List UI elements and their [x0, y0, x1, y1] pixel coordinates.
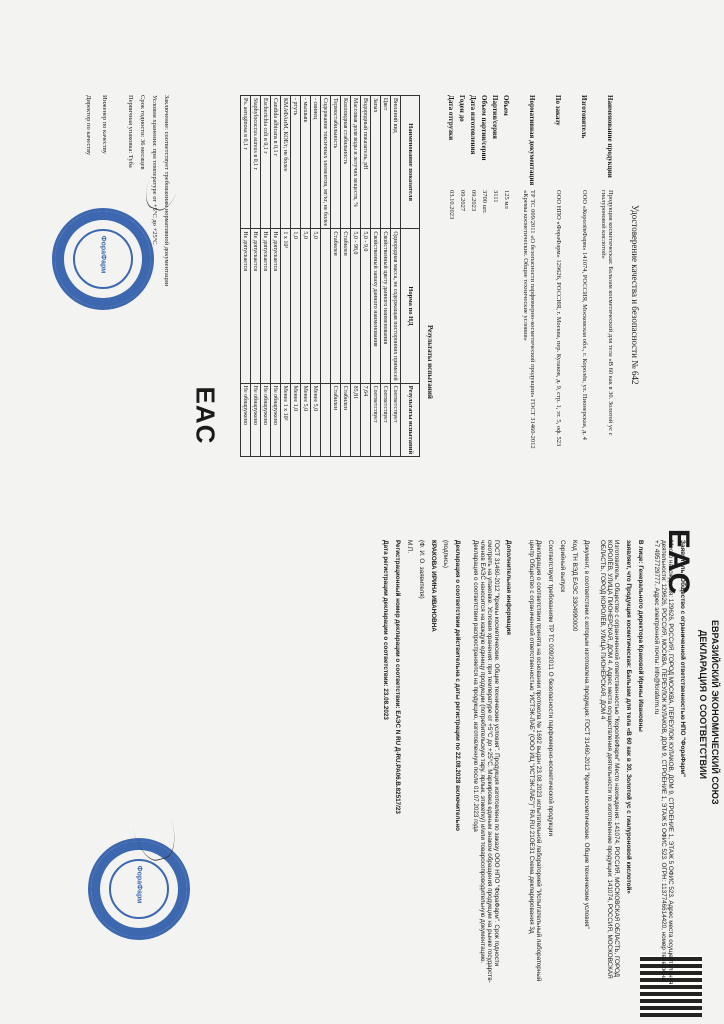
table-cell: Запах	[371, 96, 381, 229]
table-cell: Не обнаружено	[241, 383, 251, 457]
table-cell: Термостабильность	[331, 96, 341, 229]
declaration-batch: Серийный выпуск	[559, 540, 566, 593]
table-cell: Однородная масса, не содержащая посторонних примесей	[391, 229, 401, 383]
declaration-statement: заявляет, что Продукция косметическая: Бальзам для тела «В 60 как в 30. Золотой ус с гиалуроновой кислотой»	[625, 540, 632, 894]
declaration-basis: Декларация о соответствии принята на основании протокола № 1692 выдан 23.08.2023 испытательной лабораторией "Испытательный лабораторный центр Общество с ограниченной ответственностью "ИСТЭК-ЛАБ" (ООО ИЦ "ИСТЭК-ЛАБ")" RA.RU.21ОЕ31 Схема декларирования 3д	[528, 540, 542, 982]
field-value: 09.2023	[470, 190, 477, 212]
table-cell: - ртуть	[291, 96, 301, 229]
certificate-title: Удостоверение качества и безопасности № 642	[630, 205, 640, 385]
table-cell: Цвет	[381, 96, 391, 229]
declaration-manufacturer: Изготовитель: Общество с ограниченной ответственностью "КоролёвФарм" Место нахождения: 141074, РОССИЯ, МОСКОВСКАЯ ОБЛАСТЬ, ГОРОД КОРОЛЁВ, УЛИЦА ПИОНЕРСКАЯ, ДОМ 4. Адрес места осуществления деятельности по изготовлению продукции: 141074, РОССИЯ, МОСКОВСКАЯ ОБЛАСТЬ, ГОРОД КОРОЛЁВ, УЛИЦА ПИОНЕРСКАЯ, ДОМ 4	[599, 540, 620, 979]
field-label: Партия/серия	[491, 95, 499, 139]
table-row	[251, 96, 261, 457]
table-cell: КМАФАнМ, КОЕ/г, не более	[281, 96, 291, 229]
field-label: Нормативная документация	[528, 95, 536, 186]
declaration-code: Код ТН ВЭД ЕАЭС 3304990000	[571, 540, 578, 632]
table-cell: Коллоидная стабильность	[341, 96, 351, 229]
declaration-document: Документ, в соответствии с которым изготовлена продукция: ГОСТ 31460-2012 "Кремы косметические. Общие технические условия"	[583, 540, 590, 929]
results-table	[240, 95, 420, 457]
table-cell: 5,0 - 98,0	[351, 229, 361, 383]
table-cell: Не допускается	[241, 229, 251, 383]
field-value: Продукция косметическая: Бальзам косметический для тела «В 60 как в 30. Золотой ус с гиалуроновой кислотой»	[600, 190, 614, 436]
table-row	[311, 96, 321, 457]
table-cell: Массовая доля воды и летучих веществ, %	[351, 96, 361, 229]
table-cell: Менее 1,0	[291, 383, 301, 457]
eac-mark-large: EAC	[662, 528, 696, 596]
table-row	[241, 96, 251, 457]
director-label: Директор по качеству	[85, 95, 92, 156]
results-title: Результаты испытаний	[426, 325, 434, 399]
engineer-label: Инженер по качеству	[101, 95, 108, 154]
shelf-life: Срок годности: 36 месяцев	[139, 95, 146, 170]
table-row	[291, 96, 301, 457]
field-label: Наименование продукции	[606, 95, 614, 178]
declaration-fio-label: (Ф. И. О. заявителя)	[418, 540, 425, 599]
table-cell: 1,0	[291, 229, 301, 383]
conclusion: Заключение: соответствует требованиям нормативной документации	[163, 95, 170, 287]
declaration-applicant-address: Место нахождения: 129626, РОССИЯ, ГОРОД МОСКВА, ПЕРЕУЛОК КУЛАКОВ, ДОМ 9, СТРОЕНИЕ 1, ЭТАЖ 5 ОФИС 523. Адрес места осуществления деятельности: 129626, РОССИЯ, МОСКВА, ПЕРЕУЛОК КУЛАКОВ, ДОМ 9, СТРОЕНИЕ 1, ЭТАЖ 5 ОФИС 523. ОГРН: 1137746614420, номер телефона: +7 4957729777, Адрес электронной почты: info@forafarm.ru	[653, 540, 674, 985]
table-cell: Менее 1 x 10³	[281, 383, 291, 457]
field-label: Объем	[502, 95, 510, 116]
field-label: По заказу	[554, 95, 562, 126]
table-cell: - свинец	[311, 96, 321, 229]
table-row	[351, 96, 361, 457]
declaration-valid: Декларация о соответствии действительна с даты регистрации по 22.08.2028 включительно	[454, 540, 461, 832]
field-value: ООО НПО «ФораФарм» 129626, РОССИЯ, г. Москва, пер. Кулаков, д. 9, стр. 1, эт. 5, оф. 523	[555, 190, 562, 447]
table-row	[391, 96, 401, 457]
field-label: Дата отгрузки	[447, 95, 455, 141]
table-cell: Не обнаружено	[271, 383, 281, 457]
table-row	[261, 96, 271, 457]
declaration-person: В лице: Генерального директора Краковой Ирины Ивановны	[637, 540, 644, 732]
table-cell: Стабилен	[331, 229, 341, 383]
table-row	[361, 96, 371, 457]
table-cell: Стабилен	[341, 229, 351, 383]
table-row	[371, 96, 381, 457]
table-cell: Candida albicans в 0,1 г	[271, 96, 281, 229]
table-row	[281, 96, 291, 457]
table-cell: Содержание токсичных элементов, мг/кг, не более	[321, 96, 331, 229]
table-cell: 1 x 10³	[281, 229, 291, 383]
table-row	[271, 96, 281, 457]
table-cell: Staphylococcus aureus в 0,1 г	[251, 96, 261, 229]
table-cell: 5,0	[301, 229, 311, 383]
table-cell: Соответствует	[371, 383, 381, 457]
declaration-title: ДЕКЛАРАЦИЯ О СООТВЕТСТВИИ	[698, 630, 708, 779]
stamp-text: ФораФарм	[99, 235, 107, 274]
field-label: Объем партии/серии	[480, 95, 488, 161]
table-cell: Не допускается	[251, 229, 261, 383]
primary-packaging: Первичная упаковка: Туба	[127, 95, 134, 168]
declaration-extra-title: Дополнительная информация	[505, 540, 512, 635]
table-cell: Соответствует	[381, 383, 391, 457]
stamp-text: ФораФарм	[135, 865, 143, 904]
declaration-signer: КРАКОВА ИРИНА ИВАНОВНА	[430, 540, 437, 632]
table-cell: Менее 5,0	[311, 383, 321, 457]
field-value: 125 мл	[503, 190, 510, 209]
table-row	[381, 96, 391, 457]
declaration-signature-label: (подпись)	[442, 540, 449, 568]
table-cell: - мышьяк	[301, 96, 311, 229]
table-cell: Менее 5,0	[301, 383, 311, 457]
declaration-applicant: Заявитель: Общество с ограниченной ответственностью НПО "ФораФарм"	[679, 540, 686, 777]
table-row	[331, 96, 341, 457]
field-value: 3700 шт.	[481, 190, 488, 214]
field-value: 09.2027	[459, 190, 466, 212]
company-stamp	[52, 208, 154, 310]
table-header-row	[401, 96, 420, 457]
table-cell	[321, 229, 331, 383]
table-cell	[321, 383, 331, 457]
table-row	[301, 96, 311, 457]
eac-mark: EAC	[190, 386, 221, 445]
table-cell: Не обнаружено	[251, 383, 261, 457]
table-header: Наименование показателя	[401, 96, 420, 229]
declaration-mp: М.П.	[406, 540, 413, 554]
table-row	[321, 96, 331, 457]
field-value: ООО «КоролёвФарм» 141074, РОССИЯ, Московская обл., г. Королёв, ул. Пионерская, д. 4	[581, 190, 588, 440]
table-cell: Свойственный цвету данного наименования	[381, 229, 391, 383]
field-label: Изготовитель	[580, 95, 588, 139]
table-cell: Не обнаружено	[261, 383, 271, 457]
storage-conditions: Условия хранения: при температуре от +5°С до +25°С	[151, 95, 158, 245]
declaration-of-conformity	[382, 540, 720, 1010]
table-cell: Соответствует	[391, 383, 401, 457]
field-value: 03.10.2023	[448, 190, 455, 220]
table-cell: Escherichia coli в 0,1 г	[261, 96, 271, 229]
table-cell: Стабилен	[331, 383, 341, 457]
table-header: Норма по НД	[401, 229, 420, 383]
table-row	[341, 96, 351, 457]
table-cell: 7,64	[361, 383, 371, 457]
table-cell: Стабилен	[341, 383, 351, 457]
table-header: Результаты испытаний	[401, 383, 420, 457]
table-cell: 5,0 - 9,0	[361, 229, 371, 383]
field-label: Годен до	[458, 95, 466, 122]
declaration-reg-number: Регистрационный номер декларации о соответствии: ЕАЭС N RU Д-RU.PA06.B.82517/23	[394, 540, 401, 814]
field-value: ТР ТС 009/2011 «О безопасности парфюмерно-косметической продукции» ГОСТ 31460-2012 «Кремы косметические. Общие технические условия»	[522, 190, 536, 449]
table-cell: Ps. aeruginosa в 0,1 г	[241, 96, 251, 229]
table-cell: Внешний вид	[391, 96, 401, 229]
field-value: 3111	[492, 190, 499, 203]
declaration-extra: ГОСТ 31460-2012 "Кремы косметические. Общие технические условия". Продукция изготовлена по заказу ООО НПО "ФораФарм". Срок годности смотреть на упаковке. Условия хранения: при температуре от +5°С до +25°С. Маркировка единым знаком обращения продукции на рынке государств-членов ЕАЭС наносится на каждую единицу продукции (потребительскую тару, ярлык, этикетку) и/или товаросопроводительную документацию. Декларация о соответствии распространяется на продукцию, изготовленную после 01.07.2023 года	[472, 540, 500, 983]
company-stamp-declaration	[88, 838, 190, 940]
table-cell: Не допускается	[261, 229, 271, 383]
field-label: Дата изготовления	[469, 95, 477, 155]
table-cell: Водородный показатель, pH	[361, 96, 371, 229]
declaration-reg-date: Дата регистрации декларации о соответствии: 23.08.2023	[382, 540, 389, 720]
table-cell: Свойственный запаху данного наименования	[371, 229, 381, 383]
declaration-compliance: Соответствует требованиям ТР ТС 009/2011 О безопасности парфюмерно-косметической продукции	[547, 540, 554, 836]
table-cell: Не допускается	[271, 229, 281, 383]
union-title: ЕВРАЗИЙСКИЙ ЭКОНОМИЧЕСКИЙ СОЮЗ	[710, 620, 720, 805]
table-cell: 5,0	[311, 229, 321, 383]
table-cell: 85,81	[351, 383, 361, 457]
